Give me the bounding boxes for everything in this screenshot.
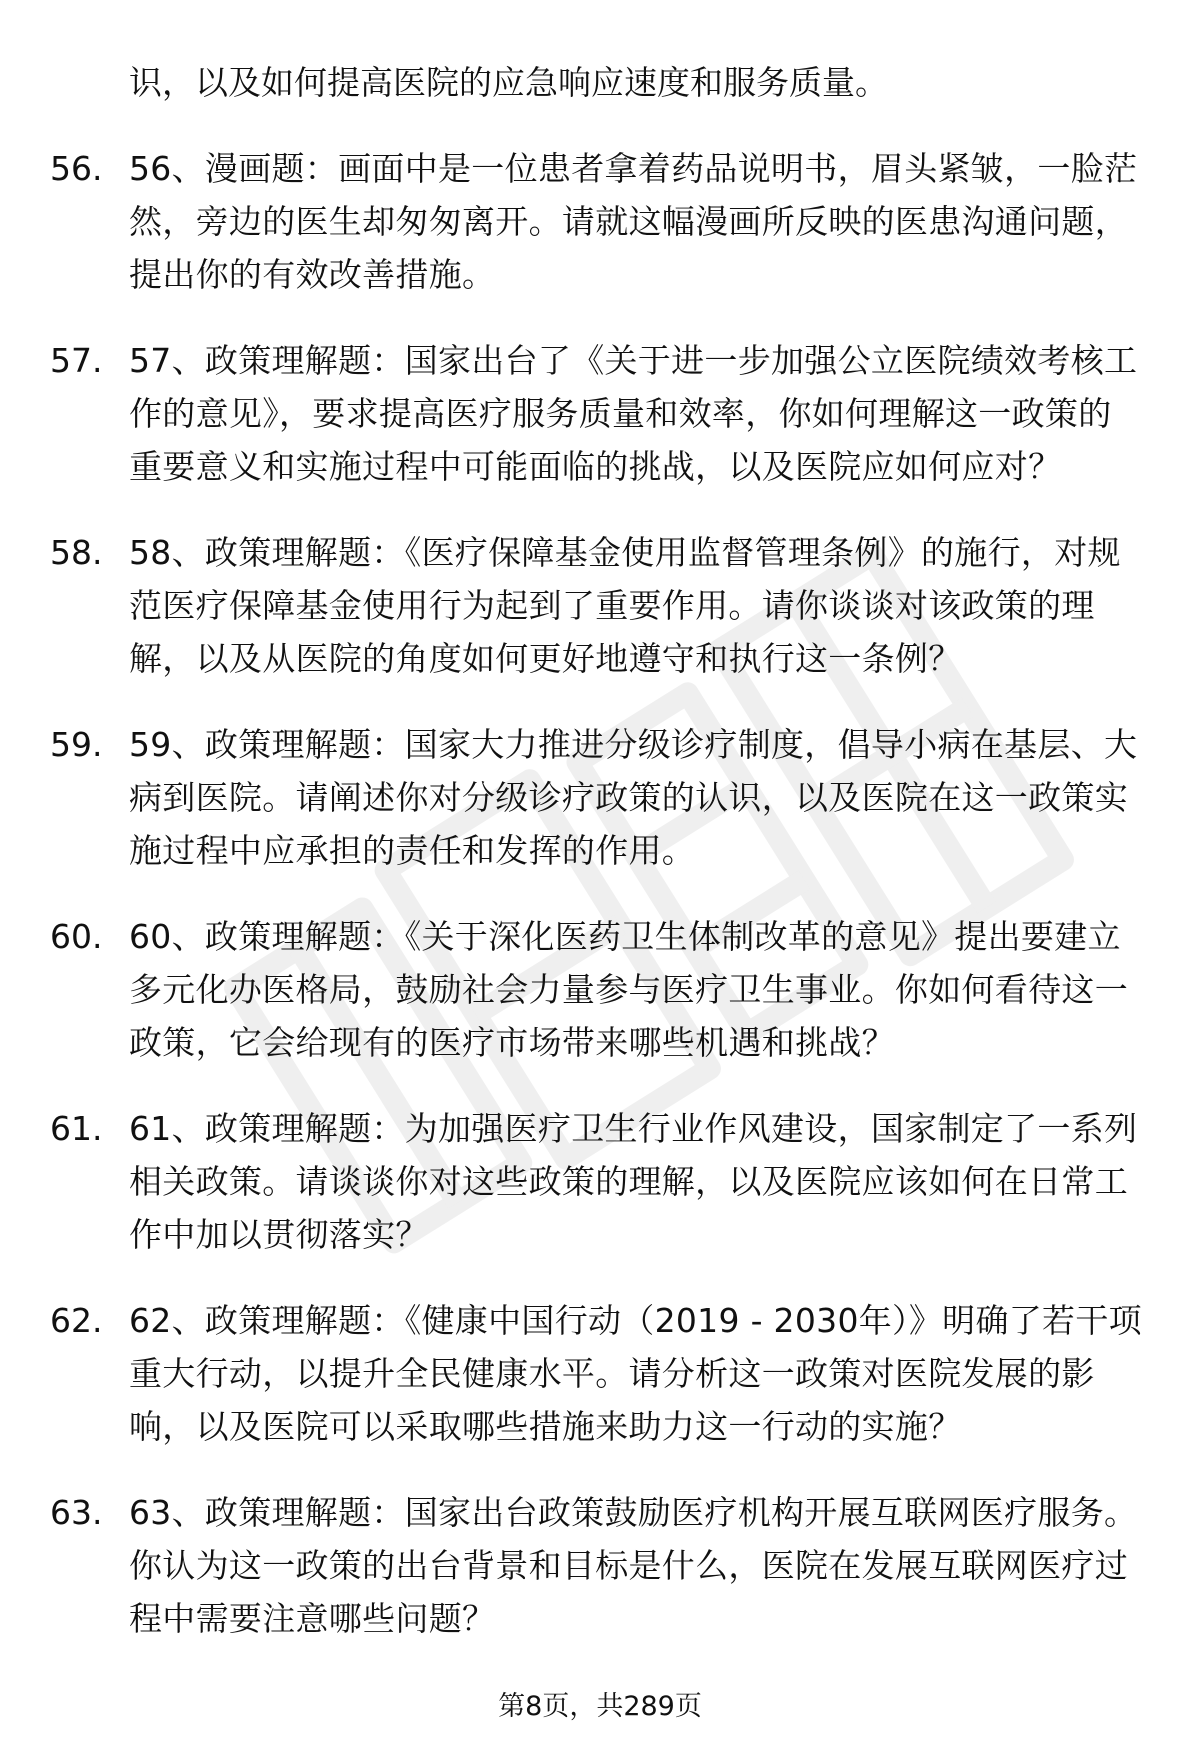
question-text: 56、漫画题：画面中是一位患者拿着药品说明书，眉头紧皱，一脸茫然，旁边的医生却匆匆离开。请就这幅漫画所反映的医患沟通问题，提出你的有效改善措施。 [129,149,1138,294]
question-number: 56. [50,149,103,188]
continuation-paragraph: 识，以及如何提高医院的应急响应速度和服务质量。 [129,63,888,102]
question-text: 61、政策理解题：为加强医疗卫生行业作风建设，国家制定了一系列相关政策。请谈谈你对这些政策的理解，以及医院应该如何在日常工作中加以贯彻落实？ [129,1109,1138,1254]
document-content [0,56,1200,1678]
question-number: 57. [50,341,103,380]
question-item [0,1486,1200,1645]
question-number: 60. [50,917,103,956]
question-number: 59. [50,725,103,764]
question-item [0,910,1200,1069]
question-text: 62、政策理解题：《健康中国行动（2019 - 2030年）》明确了若干项重大行动，以提升全民健康水平。请分析这一政策对医院发展的影响，以及医院可以采取哪些措施来助力这一行动的实施？ [129,1301,1142,1446]
question-item [0,334,1200,493]
question-text: 59、政策理解题：国家大力推进分级诊疗制度，倡导小病在基层、大病到医院。请阐述你对分级诊疗政策的认识，以及医院在这一政策实施过程中应承担的责任和发挥的作用。 [129,725,1138,870]
question-item [0,1102,1200,1261]
question-list [0,142,1200,1645]
question-item [0,1294,1200,1453]
question-number: 61. [50,1109,103,1148]
question-number: 62. [50,1301,103,1340]
question-item [0,526,1200,685]
question-text: 60、政策理解题：《关于深化医药卫生体制改革的意见》提出要建立多元化办医格局，鼓励社会力量参与医疗卫生事业。你如何看待这一政策，它会给现有的医疗市场带来哪些机遇和挑战？ [129,917,1128,1062]
page-footer: 第8页，共289页 [498,1691,702,1722]
question-text: 63、政策理解题：国家出台政策鼓励医疗机构开展互联网医疗服务。你认为这一政策的出台背景和目标是什么，医院在发展互联网医疗过程中需要注意哪些问题？ [129,1493,1138,1638]
question-text: 58、政策理解题：《医疗保障基金使用监督管理条例》的施行，对规范医疗保障基金使用行为起到了重要作用。请你谈谈对该政策的理解，以及从医院的角度如何更好地遵守和执行这一条例？ [129,533,1121,678]
question-item [0,718,1200,877]
question-number: 63. [50,1493,103,1532]
question-number: 58. [50,533,103,572]
question-text: 57、政策理解题：国家出台了《关于进一步加强公立医院绩效考核工作的意见》，要求提高医疗服务质量和效率，你如何理解这一政策的重要意义和实施过程中可能面临的挑战，以及医院应如何应对？ [129,341,1138,486]
question-item [0,142,1200,301]
